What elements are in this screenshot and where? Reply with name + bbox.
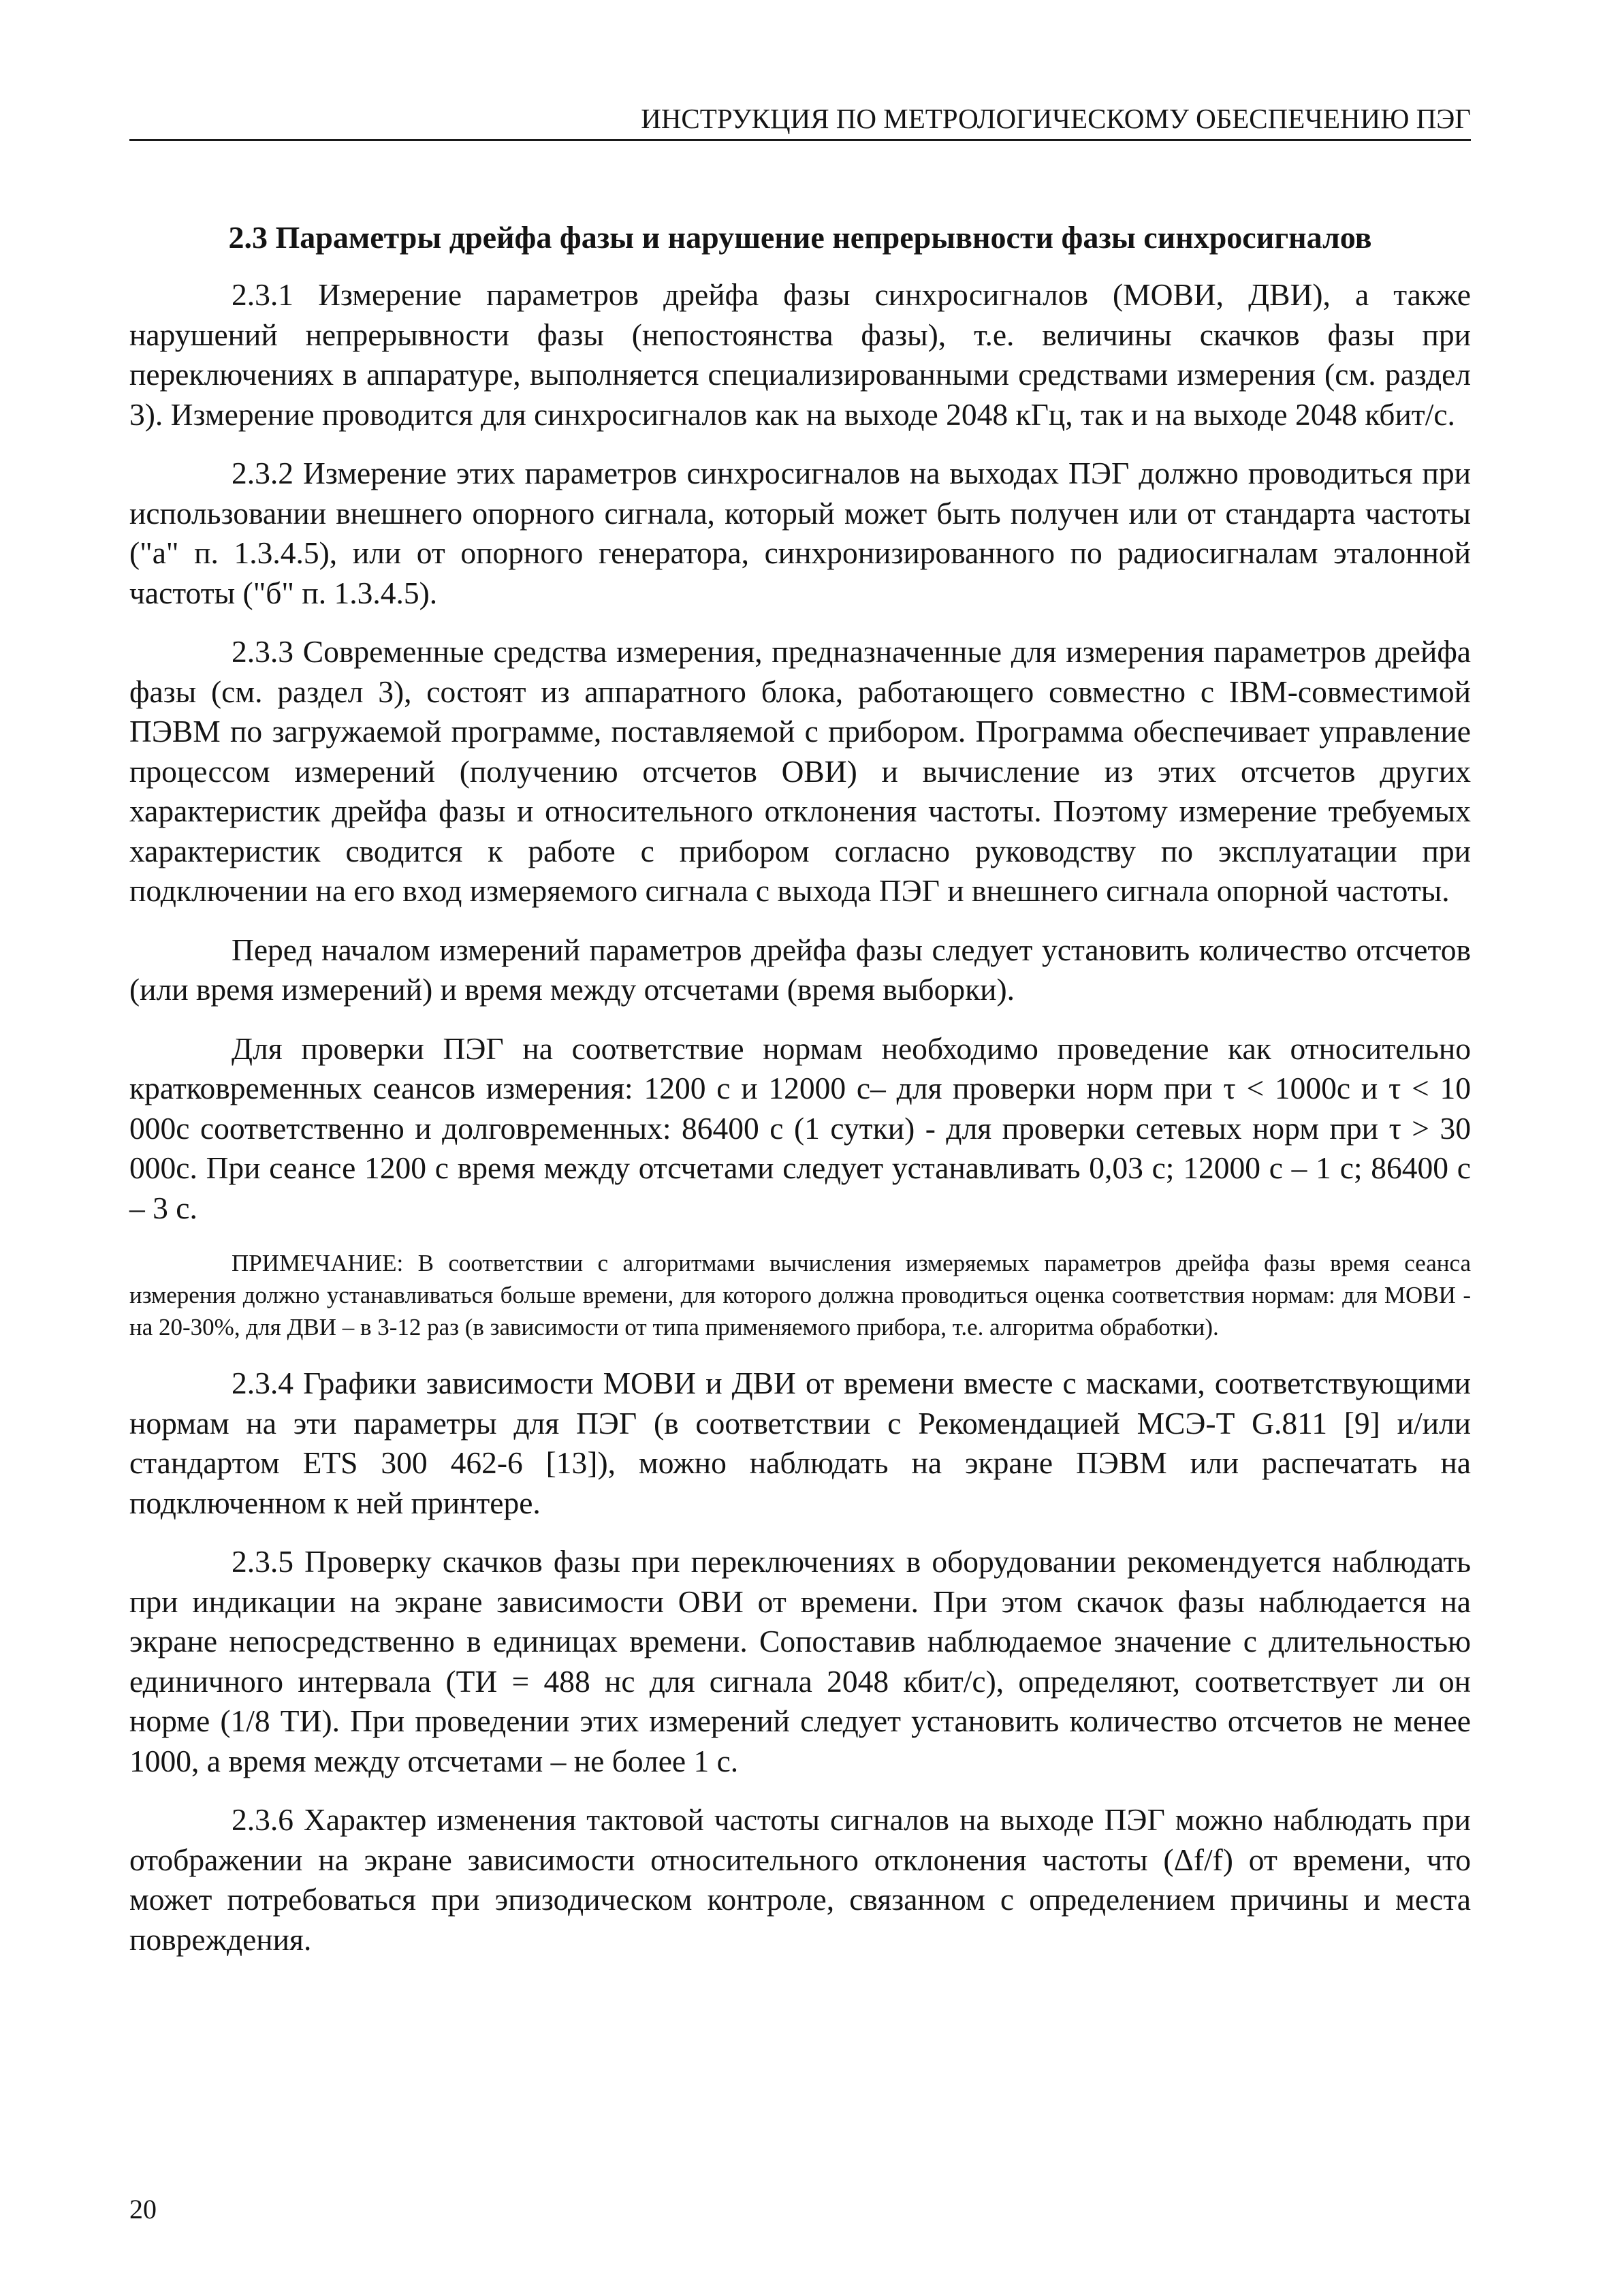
paragraph-2-3-5: 2.3.5 Проверку скачков фазы при переключениях в оборудовании рекомендуется наблюдать при индикации на экране зависимости ОВИ от времени. При этом скачок фазы наблюдается на экране непосредственно в единицах времени. Сопоставив наблюдаемое значение с длительностью единичного интервала (ТИ = 488 нс для сигнала 2048 кбит/с), определяют, соответствует ли он норме (1/8 ТИ). При проведении этих измерений следует установить количество отсчетов не менее 1000, а время между отсчетами – не более 1 с. bbox=[129, 1544, 1471, 1778]
paragraph-2-3-3: 2.3.3 Современные средства измерения, предназначенные для измерения параметров дрейфа фазы (см. раздел 3), состоят из аппаратного блока, работающего совместно с IBM-совместимой ПЭВМ по загружаемой программе, поставляемой с прибором. Программа обеспечивает управление процессом измерений (получению отсчетов ОВИ) и вычисление из этих отсчетов других характеристик дрейфа фазы и относительного отклонения частоты. Поэтому измерение требуемых характеристик сводится к работе с прибором согласно руководству по эксплуатации при подключении на его вход измеряемого сигнала с выхода ПЭГ и внешнего сигнала опорной частоты. bbox=[129, 634, 1471, 908]
running-header: ИНСТРУКЦИЯ ПО МЕТРОЛОГИЧЕСКОМУ ОБЕСПЕЧЕНИЮ ПЭГ bbox=[129, 102, 1471, 141]
page-content bbox=[129, 218, 1471, 1979]
paragraph-2-3-6: 2.3.6 Характер изменения тактовой частоты сигналов на выходе ПЭГ можно наблюдать при отображении на экране зависимости относительного отклонения частоты (Δf/f) от времени, что может потребоваться при эпизодическом контроле, связанном с определением причины и места повреждения. bbox=[129, 1802, 1471, 1957]
paragraph-2-3-1: 2.3.1 Измерение параметров дрейфа фазы синхросигналов (МОВИ, ДВИ), а также нарушений непрерывности фазы (непостоянства фазы), т.е. величины скачков фазы при переключениях в аппаратуре, выполняется специализированными средствами измерения (см. раздел 3). Измерение проводится для синхросигналов как на выходе 2048 кГц, так и на выходе 2048 кбит/с. bbox=[129, 277, 1471, 432]
page-number: 20 bbox=[129, 2194, 157, 2224]
paragraph-session-durations: Для проверки ПЭГ на соответствие нормам необходимо проведение как относительно кратковременных сеансов измерения: 1200 с и 12000 с– для проверки норм при τ < 1000с и τ < 10 000с соответственно и долговременных: 86400 с (1 сутки) - для проверки сетевых норм при τ > 30 000с. При сеансе 1200 с время между отсчетами следует устанавливать 0,03 с; 12000 с – 1 с; 86400 с – 3 с. bbox=[129, 1031, 1471, 1225]
paragraph-2-3-2: 2.3.2 Измерение этих параметров синхросигналов на выходах ПЭГ должно проводиться при использовании внешнего опорного сигнала, который может быть получен или от стандарта частоты ("а" п. 1.3.4.5), или от опорного генератора, синхронизированного по радиосигналам эталонной частоты ("б" п. 1.3.4.5). bbox=[129, 456, 1471, 610]
note: ПРИМЕЧАНИЕ: В соответствии с алгоритмами вычисления измеряемых параметров дрейфа фазы время сеанса измерения должно устанавливаться больше времени, для которого должна проводиться оценка соответствия нормам: для МОВИ - на 20-30%, для ДВИ – в 3-12 раз (в зависимости от типа применяемого прибора, т.е. алгоритма обработки). bbox=[129, 1250, 1471, 1340]
paragraph-measurement-setup: Перед началом измерений параметров дрейфа фазы следует установить количество отсчетов (или время измерений) и время между отсчетами (время выборки). bbox=[129, 932, 1471, 1007]
paragraph-2-3-4: 2.3.4 Графики зависимости МОВИ и ДВИ от времени вместе с масками, соответствующими нормам на эти параметры для ПЭГ (в соответствии с Рекомендацией МСЭ-Т G.811 [9] и/или стандартом ETS 300 462-6 [13]), можно наблюдать на экране ПЭВМ или распечатать на подключенном к ней принтере. bbox=[129, 1366, 1471, 1520]
section-title: 2.3 Параметры дрейфа фазы и нарушение непрерывности фазы синхросигналов bbox=[228, 220, 1372, 255]
